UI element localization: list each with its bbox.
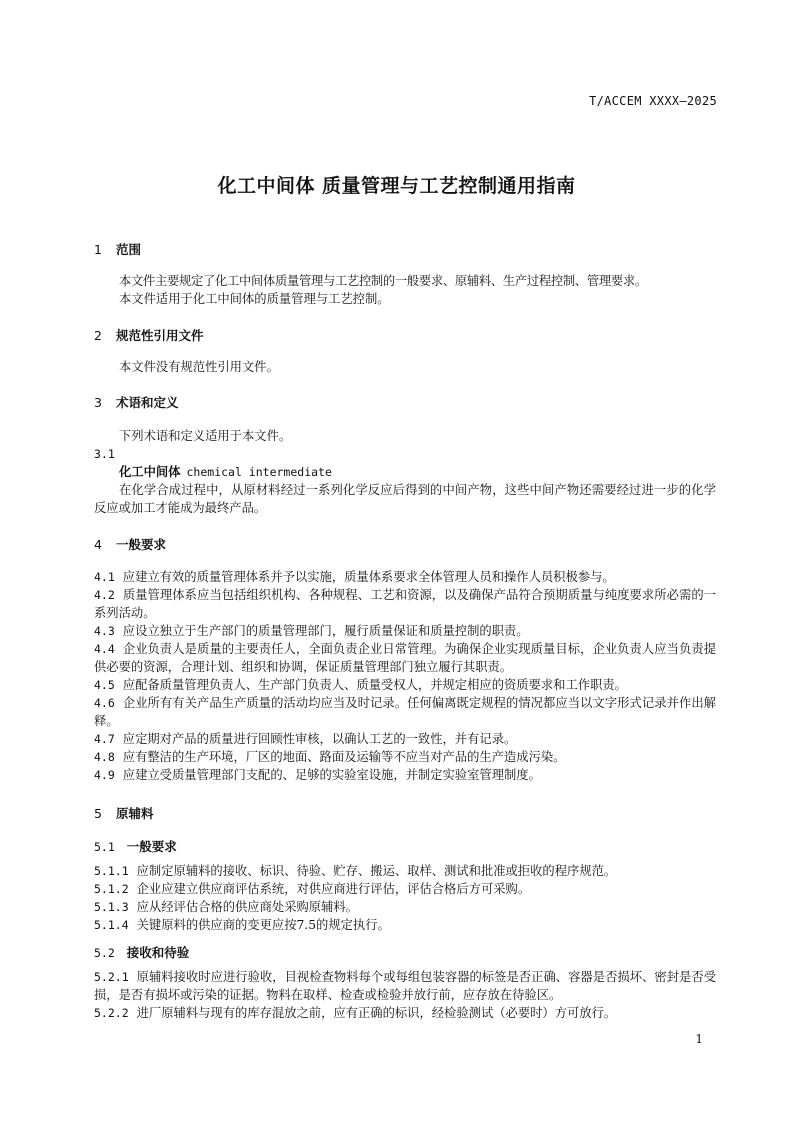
section-4-heading	[94, 535, 166, 553]
section-number: 1	[94, 242, 102, 257]
clause-5-1-3	[94, 898, 716, 916]
clause-number: 4.5	[94, 678, 115, 692]
clause-4-4	[94, 640, 716, 676]
term-english: chemical intermediate	[186, 465, 332, 479]
clause-text: 应设立独立于生产部门的质量管理部门，履行质量保证和质量控制的职责。	[122, 624, 529, 638]
term-number: 3.1	[94, 447, 115, 461]
section-2-body	[94, 358, 716, 376]
subsection-title: 接收和待验	[126, 945, 190, 960]
section-1-heading	[94, 240, 141, 258]
clause-4-9	[94, 766, 716, 784]
clause-5-1-4	[94, 916, 716, 934]
clause-number: 5.1.1	[94, 864, 129, 878]
subsection-title: 一般要求	[126, 839, 177, 854]
section-2-heading	[94, 326, 204, 344]
section-title: 一般要求	[116, 537, 167, 552]
clause-number: 4.7	[94, 732, 115, 746]
clause-4-7	[94, 730, 716, 748]
clause-number: 5.2.2	[94, 1006, 129, 1020]
section-5-heading	[94, 804, 154, 822]
section-title: 规范性引用文件	[116, 328, 204, 343]
section-title: 原辅料	[116, 806, 154, 821]
clause-text: 应从经评估合格的供应商处采购原辅料。	[136, 900, 358, 914]
clause-text: 关键原料的供应商的变更应按7.5的规定执行。	[136, 918, 390, 932]
term-definition: 在化学合成过程中，从原材料经过一系列化学反应后得到的中间产物，这些中间产物还需要经过进一步的化学反应或加工才能成为最终产品。	[94, 483, 716, 515]
clause-text: 企业应建立供应商评估系统，对供应商进行评估，评估合格后方可采购。	[136, 882, 531, 896]
clause-4-3	[94, 622, 716, 640]
subsection-5-1-body	[94, 862, 716, 934]
clause-text: 应有整洁的生产环境，厂区的地面、路面及运输等不应当对产品的生产造成污染。	[122, 750, 566, 764]
term-chinese: 化工中间体	[119, 465, 181, 479]
clause-text: 应建立有效的质量管理体系并予以实施，质量体系要求全体管理人员和操作人员积极参与。	[122, 570, 615, 584]
clause-number: 4.2	[94, 588, 115, 602]
section-3-body	[94, 427, 716, 517]
subsection-5-2-heading	[94, 943, 189, 961]
clause-4-8	[94, 748, 716, 766]
section-number: 4	[94, 537, 102, 552]
clause-4-2	[94, 586, 716, 622]
clause-number: 4.8	[94, 750, 115, 764]
clause-4-6	[94, 694, 716, 730]
section-number: 5	[94, 806, 102, 821]
subsection-5-2-body	[94, 968, 716, 1022]
section-number: 3	[94, 395, 102, 410]
clause-5-2-2	[94, 1004, 716, 1022]
clause-number: 5.1.2	[94, 882, 129, 896]
clause-number: 4.4	[94, 642, 115, 656]
clause-text: 应制定原辅料的接收、标识、待验、贮存、搬运、取样、测试和批准或拒收的程序规范。	[136, 864, 617, 878]
document-title: 化工中间体 质量管理与工艺控制通用指南	[217, 175, 576, 197]
clause-4-1	[94, 568, 716, 586]
clause-text: 应配备质量管理负责人、生产部门负责人、质量受权人，并规定相应的资质要求和工作职责。	[122, 678, 627, 692]
section-title: 范围	[116, 242, 142, 257]
clause-text: 企业所有有关产品生产质量的活动均应当及时记录。任何偏离既定规程的情况都应当以文字形式记录并作出解释。	[94, 696, 716, 728]
paragraph: 本文件适用于化工中间体的质量管理与工艺控制。	[119, 292, 390, 306]
clause-number: 4.3	[94, 624, 115, 638]
clause-text: 企业负责人是质量的主要责任人，全面负责企业日常管理。为确保企业实现质量目标，企业负责人应当负责提供必要的资源，合理计划、组织和协调，保证质量管理部门独立履行其职责。	[94, 642, 716, 674]
clause-4-5	[94, 676, 716, 694]
paragraph: 本文件没有规范性引用文件。	[119, 360, 279, 374]
subsection-5-1-heading	[94, 837, 177, 855]
section-1-body	[94, 272, 716, 308]
clause-5-1-2	[94, 880, 716, 898]
clause-text: 原辅料接收时应进行验收，目视检查物料每个或每组包装容器的标签是否正确、容器是否损坏、密封是否受损，是否有损坏或污染的证据。物料在取样、检查或检验并放行前，应存放在待验区。	[94, 970, 716, 1002]
clause-number: 5.1.4	[94, 918, 129, 932]
paragraph: 本文件主要规定了化工中间体质量管理与工艺控制的一般要求、原辅料、生产过程控制、管理要求。	[119, 274, 647, 288]
subsection-number: 5.1	[94, 840, 115, 854]
clause-number: 4.6	[94, 696, 115, 710]
clause-number: 4.1	[94, 570, 115, 584]
clause-text: 应定期对产品的质量进行回顾性审核，以确认工艺的一致性，并有记录。	[122, 732, 517, 746]
page-number: 1	[695, 1032, 703, 1046]
clause-number: 4.9	[94, 768, 115, 782]
term-title	[94, 463, 716, 481]
clause-number: 5.1.3	[94, 900, 129, 914]
clause-text: 进厂原辅料与现有的库存混放之前，应有正确的标识，经检验测试（必要时）方可放行。	[136, 1006, 617, 1020]
paragraph: 下列术语和定义适用于本文件。	[119, 429, 292, 443]
clause-5-1-1	[94, 862, 716, 880]
clause-5-2-1	[94, 968, 716, 1004]
section-3-heading	[94, 393, 179, 411]
section-title: 术语和定义	[116, 395, 179, 410]
standard-code: T/ACCEM XXXX—2025	[589, 94, 717, 108]
clause-text: 应建立受质量管理部门支配的、足够的实验室设施，并制定实验室管理制度。	[122, 768, 541, 782]
section-4-body	[94, 568, 716, 784]
subsection-number: 5.2	[94, 946, 115, 960]
clause-number: 5.2.1	[94, 970, 129, 984]
clause-text: 质量管理体系应当包括组织机构、各种规程、工艺和资源，以及确保产品符合预期质量与纯度要求所必需的一系列活动。	[94, 588, 716, 620]
section-number: 2	[94, 328, 102, 343]
